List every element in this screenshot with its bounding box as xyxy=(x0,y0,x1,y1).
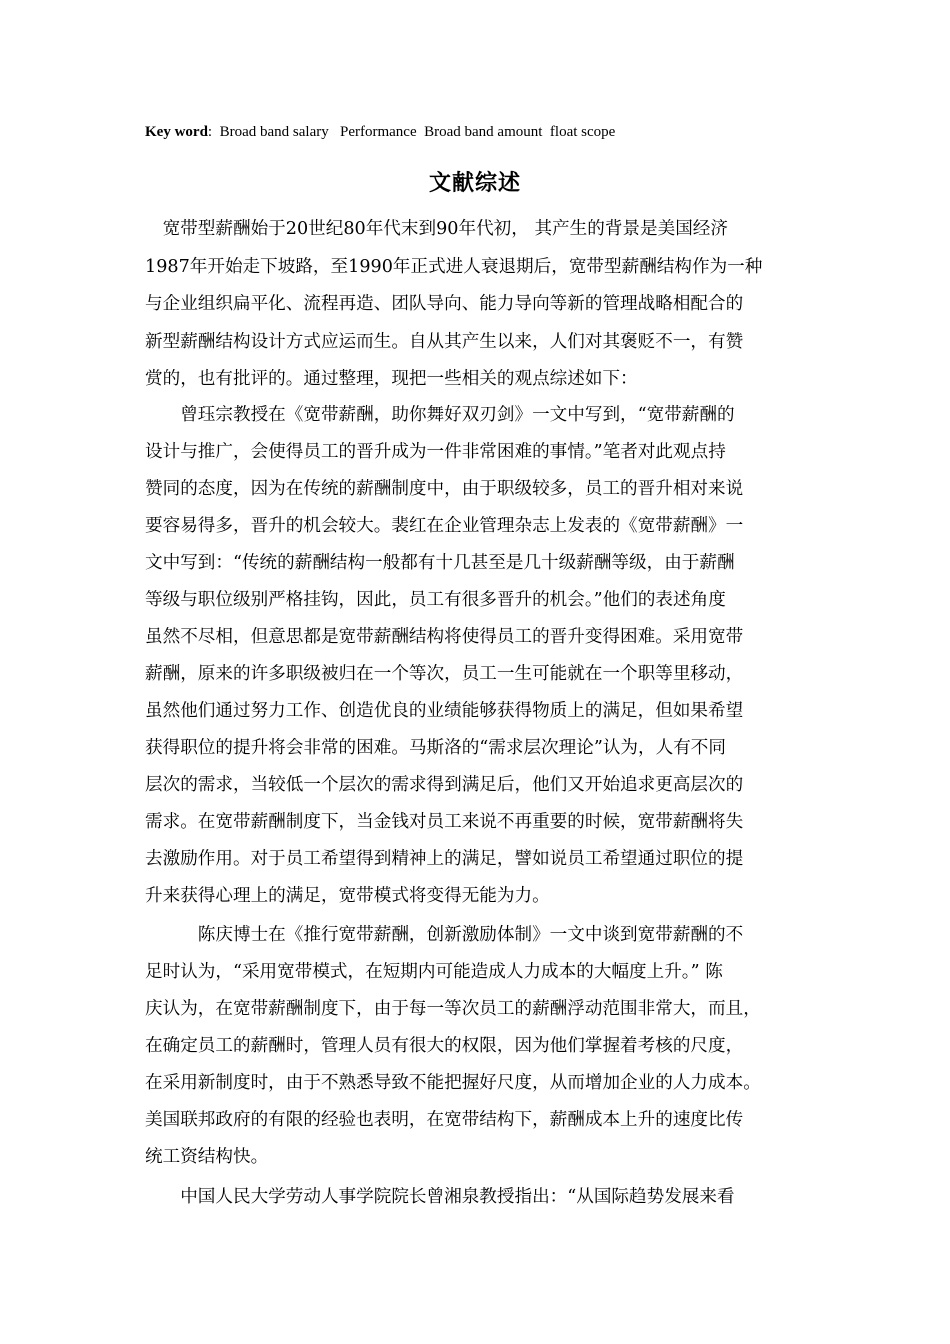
text-line: 在采用新制度时，由于不熟悉导致不能把握好尺度，从而增加企业的人力成本。 xyxy=(145,1073,761,1093)
keyword-text: : Broad band salary Performance Broad band amount float scope xyxy=(207,124,616,140)
text-line: 1987年开始走下坡路，至1990年正式进人衰退期后，宽带型薪酬结构作为一种 xyxy=(145,257,763,277)
text-line: 美国联邦政府的有限的经验也表明，在宽带结构下，薪酬成本上升的速度比传 xyxy=(145,1110,744,1130)
text-line: 新型薪酬结构设计方式应运而生。自从其产生以来，人们对其褒贬不一，有赞 xyxy=(145,332,744,352)
text-line: 虽然他们通过努力工作、创造优良的业绩能够获得物质上的满足，但如果希望 xyxy=(145,701,744,721)
text-line: 赞同的态度，因为在传统的薪酬制度中，由于职级较多，员工的晋升相对来说 xyxy=(145,479,744,499)
text-line: 足时认为，“采用宽带模式，在短期内可能造成人力成本的大幅度上升。” 陈 xyxy=(145,962,723,982)
text-line: 统工资结构快。 xyxy=(145,1147,269,1167)
text-line: 薪酬，原来的许多职级被归在一个等次，员工一生可能就在一个职等里移动， xyxy=(145,664,744,684)
text-line: 虽然不尽相，但意思都是宽带薪酬结构将使得员工的晋升变得困难。采用宽带 xyxy=(145,627,744,647)
section-heading: 文献综述 xyxy=(428,171,521,196)
text-line: 升来获得心理上的满足，宽带模式将变得无能为力。 xyxy=(145,886,550,906)
text-line: 陈庆博士在《推行宽带薪酬，创新激励体制》一文中谈到宽带薪酬的不 xyxy=(145,925,744,945)
text-line: 等级与职位级别严格挂钩，因此，员工有很多晋升的机会。”他们的表述角度 xyxy=(145,590,726,610)
text-line: 设计与推广，会使得员工的晋升成为一件非常困难的事情。”笔者对此观点持 xyxy=(145,442,726,462)
text-line: 中国人民大学劳动人事学院院长曾湘泉教授指出：“从国际趋势发展来看 xyxy=(145,1187,735,1207)
text-line: 庆认为，在宽带薪酬制度下，由于每一等次员工的薪酬浮动范围非常大，而且， xyxy=(145,999,761,1019)
text-line: 需求。在宽带薪酬制度下，当金钱对员工来说不再重要的时候，宽带薪酬将失 xyxy=(145,812,744,832)
text-line: 与企业组织扁平化、流程再造、团队导向、能力导向等新的管理战略相配合的 xyxy=(145,294,744,314)
text-line: 要容易得多，晋升的机会较大。裴红在企业管理杂志上发表的《宽带薪酬》一 xyxy=(145,516,744,536)
text-line: 层次的需求，当较低一个层次的需求得到满足后，他们又开始追求更高层次的 xyxy=(145,775,744,795)
text-line: 曾珏宗教授在《宽带薪酬，助你舞好双刃剑》一文中写到，“宽带薪酬的 xyxy=(145,405,735,425)
keyword-line xyxy=(145,124,845,141)
text-line: 宽带型薪酬始于20世纪80年代末到90年代初， 其产生的背景是美国经济 xyxy=(145,219,728,239)
text-line: 获得职位的提升将会非常的困难。马斯洛的“需求层次理论”认为，人有不同 xyxy=(145,738,726,758)
text-line: 赏的，也有批评的。通过整理，现把一些相关的观点综述如下： xyxy=(145,369,638,389)
keyword-label: Key word xyxy=(145,124,208,140)
text-line: 去激励作用。对于员工希望得到精神上的满足，譬如说员工希望通过职位的提 xyxy=(145,849,744,869)
text-line: 文中写到：“传统的薪酬结构一般都有十几甚至是几十级薪酬等级，由于薪酬 xyxy=(145,553,735,573)
text-line: 在确定员工的薪酬时，管理人员有很大的权限，因为他们掌握着考核的尺度， xyxy=(145,1036,744,1056)
